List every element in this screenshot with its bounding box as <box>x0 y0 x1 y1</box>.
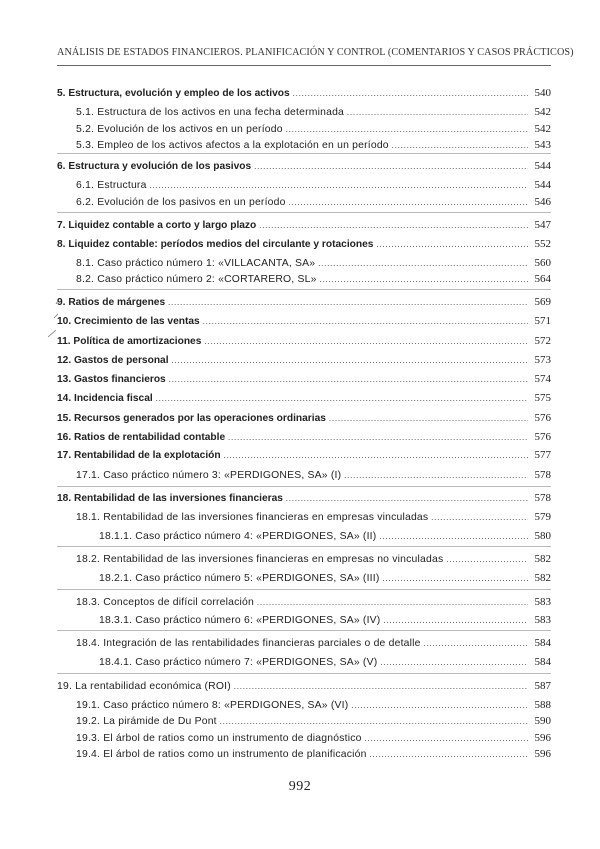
dot-leader <box>329 412 528 426</box>
dot-leader <box>318 257 528 271</box>
toc-entry-page: 546 <box>534 196 551 208</box>
toc-entry <box>99 529 551 543</box>
toc-entry-title: 19.4. El árbol de ratios como un instrumento de planificación <box>76 749 367 760</box>
dot-leader <box>150 179 528 193</box>
section-divider <box>57 589 551 590</box>
toc-entry-page: 560 <box>534 257 551 269</box>
dot-leader <box>376 238 528 252</box>
toc-entry-title: 12. Gastos de personal <box>57 355 169 366</box>
toc-entry-page: 584 <box>534 656 551 668</box>
dot-leader <box>203 315 528 329</box>
toc-entry-page: 579 <box>534 511 551 523</box>
section-divider <box>57 673 551 674</box>
toc-entry-title: 19.2. La pirámide de Du Pont <box>76 716 217 727</box>
toc-entry-title: 9. Ratios de márgenes <box>57 297 166 308</box>
toc-entry <box>57 411 551 425</box>
toc-entry-page: 583 <box>534 614 551 626</box>
toc-entry <box>76 510 551 524</box>
toc-entry-page: 542 <box>534 106 551 118</box>
toc-entry-page: 587 <box>534 680 551 692</box>
dot-leader <box>204 335 528 349</box>
dot-leader <box>286 492 528 506</box>
toc-entry <box>76 731 551 745</box>
toc-entry-page: 590 <box>534 715 551 727</box>
toc-entry <box>76 747 551 761</box>
header-rule <box>57 65 551 66</box>
toc-entry-page: 583 <box>534 596 551 608</box>
toc-entry <box>57 372 551 386</box>
toc-entry <box>76 468 551 482</box>
toc-entry <box>57 353 551 367</box>
toc-entry-title: 6.2. Evolución de los pasivos en un período <box>76 197 286 208</box>
toc-entry <box>99 655 551 669</box>
section-divider <box>57 153 551 154</box>
dot-leader <box>365 732 528 746</box>
toc-entry-page: 576 <box>534 412 551 424</box>
toc-entry-page: 575 <box>534 392 551 404</box>
toc-entry <box>57 448 551 462</box>
toc-entry <box>76 636 551 650</box>
toc-entry <box>76 272 551 286</box>
dot-leader <box>431 511 528 525</box>
dot-leader <box>220 715 528 729</box>
dot-leader <box>320 273 528 287</box>
toc-entry-page: 569 <box>534 296 551 308</box>
toc-entry <box>57 237 551 251</box>
toc-entry-page: 540 <box>534 87 551 99</box>
toc-entry-title: 18.3. Conceptos de difícil correlación <box>76 597 254 608</box>
toc-entry-page: 576 <box>534 431 551 443</box>
dot-leader <box>351 699 528 713</box>
dot-leader <box>379 530 528 544</box>
toc-entry-page: 582 <box>534 572 551 584</box>
toc-entry-title: 8.2. Caso práctico número 2: «CORTARERO, SL» <box>76 274 317 285</box>
toc-entry <box>57 334 551 348</box>
toc-entry <box>57 295 551 309</box>
toc-entry <box>57 679 551 693</box>
dot-leader <box>228 431 528 445</box>
toc-entry-title: 11. Política de amortizaciones <box>57 336 202 347</box>
toc-entry-title: 16. Ratios de rentabilidad contable <box>57 432 226 443</box>
toc-entry-title: 19.3. El árbol de ratios como un instrumento de diagnóstico <box>76 733 362 744</box>
toc-entry-page: 596 <box>534 748 551 760</box>
toc-entry <box>76 552 551 566</box>
dot-leader <box>446 553 528 567</box>
section-divider <box>57 486 551 487</box>
section-divider <box>57 289 551 290</box>
toc-entry-title: 15. Recursos generados por las operaciones ordinarias <box>57 413 326 424</box>
dot-leader <box>289 196 528 210</box>
toc-entry-page: 588 <box>534 699 551 711</box>
toc-entry-title: 17.1. Caso práctico número 3: «PERDIGONES, SA» (I) <box>76 470 342 481</box>
toc-entry-page: 573 <box>534 354 551 366</box>
toc-entry <box>57 159 551 173</box>
toc-entry <box>57 86 551 100</box>
toc-entry-title: 5.2. Evolución de los activos en un período <box>76 124 283 135</box>
toc-entry-page: 582 <box>534 553 551 565</box>
dot-leader <box>344 469 528 483</box>
toc-entry-page: 572 <box>534 335 551 347</box>
toc-entry-page: 552 <box>534 238 551 250</box>
toc-entry <box>76 698 551 712</box>
toc-entry-page: 542 <box>534 123 551 135</box>
toc-entry-title: 18.2. Rentabilidad de las inversiones financieras en empresas no vinculadas <box>76 554 444 565</box>
dot-leader <box>370 748 528 762</box>
dot-leader <box>156 392 528 406</box>
dot-leader <box>347 106 528 120</box>
section-divider <box>57 630 551 631</box>
toc-entry-title: 10. Crecimiento de las ventas <box>57 316 200 327</box>
dot-leader <box>254 160 528 174</box>
dot-leader <box>169 373 528 387</box>
toc-entry-title: 5.1. Estructura de los activos en una fecha determinada <box>76 107 345 118</box>
dot-leader <box>286 123 528 137</box>
toc-entry <box>57 314 551 328</box>
toc-entry <box>76 178 551 192</box>
toc-entry-page: 571 <box>534 315 551 327</box>
toc-entry-title: 18.4. Integración de las rentabilidades financieras parciales o de detalle <box>76 638 421 649</box>
toc-entry-title: 18.2.1. Caso práctico número 5: «PERDIGONES, SA» (III) <box>99 573 380 584</box>
dot-leader <box>259 219 528 233</box>
toc-entry-page: 544 <box>534 160 551 172</box>
toc-entry <box>76 595 551 609</box>
toc-entry <box>76 122 551 136</box>
dot-leader <box>168 296 528 310</box>
toc-entry-title: 18.4.1. Caso práctico número 7: «PERDIGONES, SA» (V) <box>99 657 378 668</box>
toc-entry-title: 7. Liquidez contable a corto y largo plazo <box>57 220 257 231</box>
toc-entry-page: 564 <box>534 273 551 285</box>
toc-entry <box>76 256 551 270</box>
toc-entry <box>76 138 551 152</box>
dot-leader <box>383 572 529 586</box>
toc-entry-title: 5.3. Empleo de los activos afectos a la explotación en un período <box>76 140 389 151</box>
toc-entry-page: 543 <box>534 139 551 151</box>
dot-leader <box>257 596 528 610</box>
dot-leader <box>392 139 528 153</box>
toc-entry-title: 18.1.1. Caso práctico número 4: «PERDIGONES, SA» (II) <box>99 531 377 542</box>
toc-entry-title: 8.1. Caso práctico número 1: «VILLACANTA, SA» <box>76 258 316 269</box>
section-divider <box>57 546 551 547</box>
toc-entry-page: 584 <box>534 637 551 649</box>
toc-entry-title: 19. La rentabilidad económica (ROI) <box>57 681 231 692</box>
toc-entry-title: 6. Estructura y evolución de los pasivos <box>57 161 252 172</box>
dot-leader <box>224 449 528 463</box>
toc-entry-title: 6.1. Estructura <box>76 180 147 191</box>
toc-entry <box>57 430 551 444</box>
toc-entry-title: 17. Rentabilidad de la explotación <box>57 450 221 461</box>
toc-entry-page: 578 <box>534 469 551 481</box>
section-divider <box>57 212 551 213</box>
running-header: ANÁLISIS DE ESTADOS FINANCIEROS. PLANIFICACIÓN Y CONTROL (COMENTARIOS Y CASOS PRÁCTICOS) <box>57 47 574 58</box>
toc-entry-title: 19.1. Caso práctico número 8: «PERDIGONES, SA» (VI) <box>76 700 349 711</box>
toc-entry-page: 596 <box>534 732 551 744</box>
dot-leader <box>172 354 528 368</box>
toc-entry <box>76 105 551 119</box>
toc-entry-page: 577 <box>534 449 551 461</box>
toc-entry-page: 578 <box>534 492 551 504</box>
toc-entry <box>76 714 551 728</box>
pencil-mark <box>30 292 90 352</box>
toc-entry-title: 5. Estructura, evolución y empleo de los activos <box>57 88 290 99</box>
toc-entry-title: 18.3.1. Caso práctico número 6: «PERDIGONES, SA» (IV) <box>99 615 381 626</box>
toc-entry <box>57 391 551 405</box>
toc-entry <box>57 491 551 505</box>
dot-leader <box>293 87 528 101</box>
toc-entry <box>76 195 551 209</box>
toc-entry-title: 18.1. Rentabilidad de las inversiones financieras en empresas vinculadas <box>76 512 429 523</box>
toc-entry-page: 544 <box>534 179 551 191</box>
toc-entry-title: 18. Rentabilidad de las inversiones financieras <box>57 493 283 504</box>
toc-entry-page: 547 <box>534 219 551 231</box>
toc-entry <box>57 218 551 232</box>
dot-leader <box>383 614 528 628</box>
toc-entry-page: 580 <box>534 530 551 542</box>
toc-entry <box>99 613 551 627</box>
toc-entry-title: 8. Liquidez contable: períodos medios del circulante y rotaciones <box>57 239 374 250</box>
dot-leader <box>424 637 528 651</box>
dot-leader <box>380 656 528 670</box>
dot-leader <box>234 680 528 694</box>
page-number: 992 <box>288 779 312 794</box>
toc-entry-title: 13. Gastos financieros <box>57 374 166 385</box>
toc-entry-title: 14. Incidencia fiscal <box>57 393 153 404</box>
toc-entry-page: 574 <box>534 373 551 385</box>
toc-entry <box>99 571 551 585</box>
